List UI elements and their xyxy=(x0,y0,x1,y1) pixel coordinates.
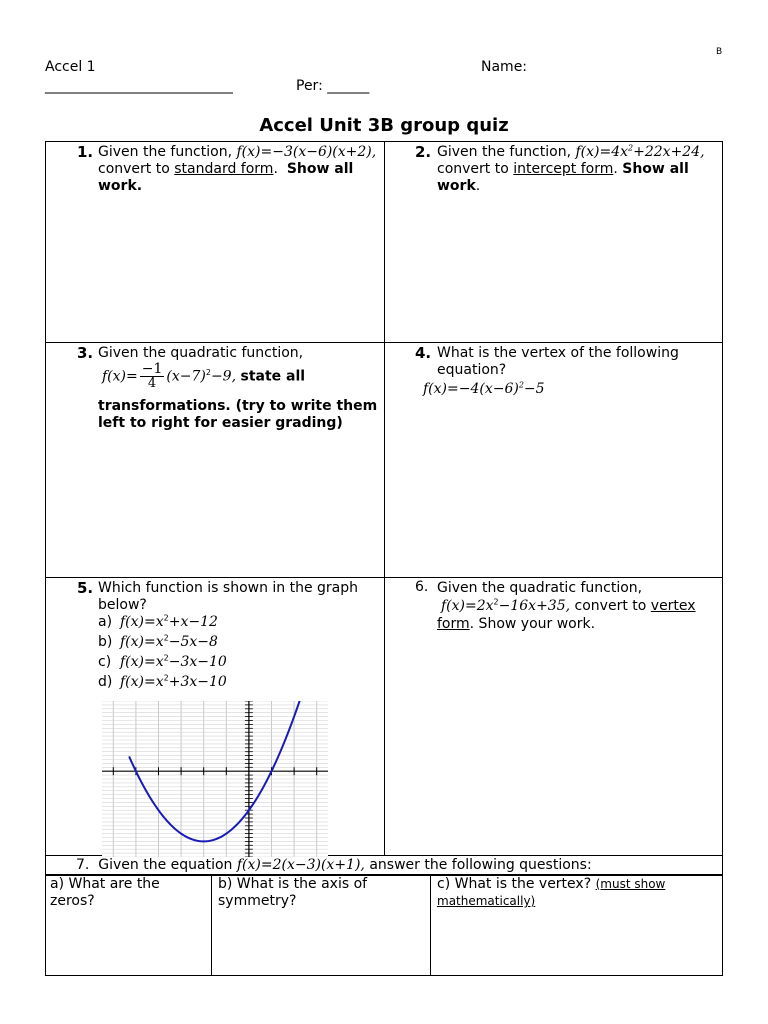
question-number: 4. xyxy=(415,344,432,362)
page-title: Accel Unit 3B group quiz xyxy=(259,115,509,136)
name-label: Name: xyxy=(481,59,528,75)
punctuation: . xyxy=(273,161,278,177)
part-c-note: (must show mathematically) xyxy=(437,877,666,908)
equation: $f(x)=-4(x-6)^2-5$ xyxy=(423,380,545,397)
question-text: Given the function, xyxy=(437,144,572,160)
part-c-text: c) What is the vertex? xyxy=(437,876,592,892)
question-text: Given the quadratic function, xyxy=(437,580,643,596)
instruction-bold: Show all work xyxy=(437,161,689,194)
question-text: Given the equation xyxy=(98,857,233,873)
question-5-cell[interactable] xyxy=(46,578,385,856)
part-a-cell[interactable] xyxy=(46,876,212,976)
course-label: Accel 1 xyxy=(45,59,96,75)
punctuation: . xyxy=(613,161,618,177)
question-text: Given the function, xyxy=(98,144,233,160)
question-number: 6. xyxy=(415,579,429,595)
option-a[interactable]: a) $f(x)=x^2+x-12$ xyxy=(98,613,218,630)
question-text: What is the vertex of the following equation? xyxy=(437,345,679,378)
period-field[interactable]: Per: ______ xyxy=(296,78,370,94)
vertex-form-term: vertex xyxy=(650,598,696,614)
question-7-header xyxy=(46,856,723,875)
option-d[interactable]: d) $f(x)=x^2+3x-10$ xyxy=(98,673,227,690)
equation: $f(x)=4x^2+22x+24$, xyxy=(575,143,705,160)
question-number: 5. xyxy=(77,579,94,597)
name-blank[interactable]: ____________________________ xyxy=(45,78,233,94)
part-c-cell[interactable] xyxy=(431,876,723,976)
part-b-text: b) What is the axis of symmetry? xyxy=(218,876,368,909)
question-number: 1. xyxy=(77,143,94,161)
quiz-grid xyxy=(45,141,723,875)
instruction-bold: state all xyxy=(240,368,306,385)
part-a-text: a) What are the zeros? xyxy=(50,876,160,909)
question-text: Which function is shown in the graph below? xyxy=(98,580,359,613)
answer-options xyxy=(98,614,227,694)
option-b[interactable]: b) $f(x)=x^2-5x-8$ xyxy=(98,633,218,650)
question-1-cell[interactable] xyxy=(46,142,385,343)
option-c[interactable]: c) $f(x)=x^2-3x-10$ xyxy=(98,653,227,670)
parabola-graph xyxy=(102,701,328,857)
question-6-cell[interactable] xyxy=(385,578,723,856)
question-text: answer the following questions: xyxy=(369,857,592,873)
question-7-parts xyxy=(45,875,723,976)
equation: f(x)=2(x−3)(x+1), xyxy=(236,857,365,873)
intercept-form-term: intercept form xyxy=(513,161,614,177)
punctuation: . xyxy=(475,178,481,194)
question-2-cell[interactable] xyxy=(385,142,723,343)
question-number: 3. xyxy=(77,344,94,362)
part-b-cell[interactable] xyxy=(212,876,431,976)
question-text: $f(x)=2x^2-16x+35$, convert to vertex xyxy=(441,597,696,614)
question-text: convert to xyxy=(98,161,170,177)
question-text: convert to xyxy=(437,161,509,177)
standard-form-term: standard form xyxy=(174,161,274,177)
question-number: 2. xyxy=(415,143,432,161)
question-3-cell[interactable] xyxy=(46,343,385,578)
question-number: 7. xyxy=(76,857,90,873)
instruction-bold: Show all work. xyxy=(98,161,354,194)
equation: f(x)=−3(x−6)(x+2), xyxy=(236,144,377,160)
page-corner-label: B xyxy=(716,47,723,57)
question-4-cell[interactable] xyxy=(385,343,723,578)
question-text: Given the quadratic function, xyxy=(98,345,304,361)
instruction-bold: transformations. (try to write them left to right for easier grading) xyxy=(98,398,378,431)
equation: f(x)= $\frac{-1}{4}$ $(x-7)^2-9$, state all xyxy=(102,361,306,391)
question-text: form. Show your work. xyxy=(437,616,596,632)
